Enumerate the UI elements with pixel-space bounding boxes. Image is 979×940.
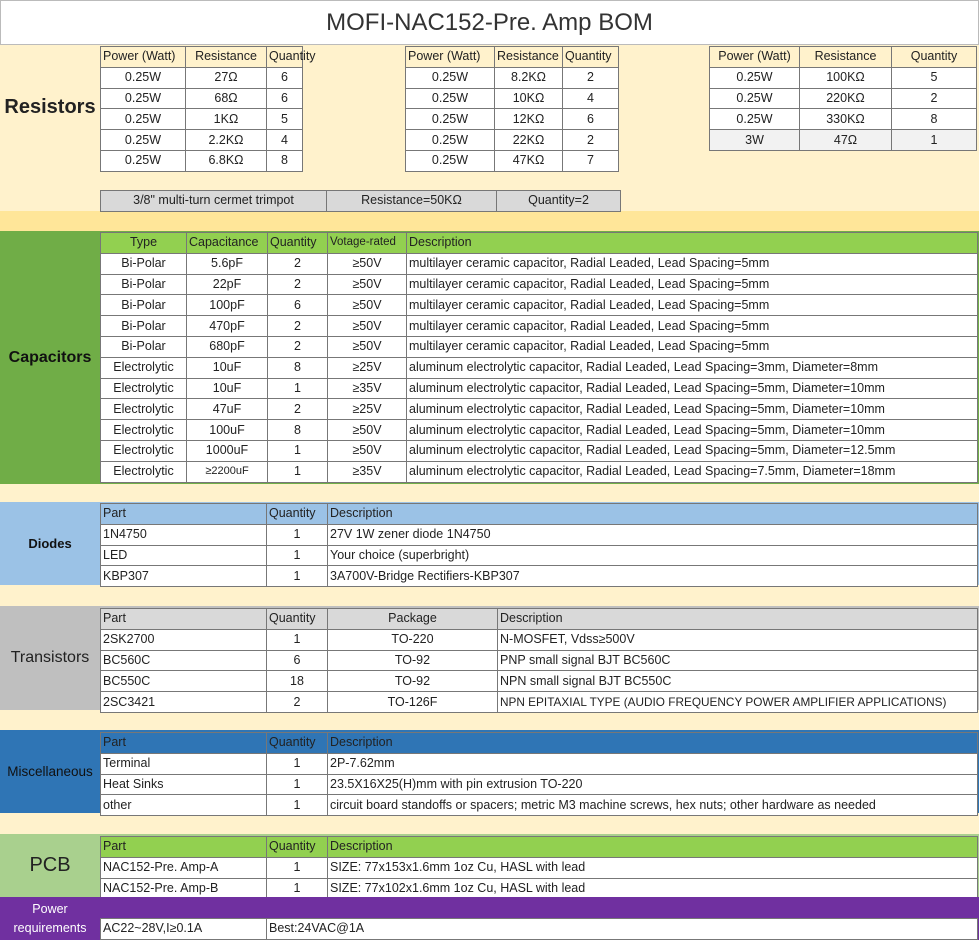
- table-row: 0.25W 8.2KΩ 2: [406, 67, 619, 88]
- table-row: 0.25W 330KΩ 8: [710, 109, 977, 130]
- table-header-row: [101, 609, 978, 630]
- misc-label: Miscellaneous: [7, 764, 93, 779]
- table-row: Electrolytic 10uF 1 ≥35V aluminum electrolytic capacitor, Radial Leaded, Lead Spacing=5mm, Diameter=10mm: [101, 378, 978, 399]
- header-description: Description: [328, 733, 978, 754]
- header-quantity: Quantity: [892, 47, 977, 68]
- table-row: 0.25W 22KΩ 2: [406, 130, 619, 151]
- table-row: Terminal 1 2P-7.62mm: [101, 753, 978, 774]
- table-row: Electrolytic ≥2200uF 1 ≥35V aluminum electrolytic capacitor, Radial Leaded, Lead Spacing=7.5mm, Diameter=18mm: [101, 461, 978, 482]
- page-title: MOFI-NAC152-Pre. Amp BOM: [0, 0, 979, 45]
- header-part: Part: [101, 504, 267, 525]
- header-description: Description: [328, 837, 978, 858]
- table-row: LED 1 Your choice (superbright): [101, 545, 978, 566]
- table-row: Bi-Polar 5.6pF 2 ≥50V multilayer ceramic capacitor, Radial Leaded, Lead Spacing=5mm: [101, 253, 978, 274]
- table-row: 0.25W 100KΩ 5: [710, 67, 977, 88]
- resistor-table-3: [709, 46, 977, 151]
- diodes-label: Diodes: [28, 536, 72, 551]
- table-header-row: [406, 47, 619, 68]
- capacitors-table: [100, 232, 978, 483]
- table-row: Electrolytic 1000uF 1 ≥50V aluminum electrolytic capacitor, Radial Leaded, Lead Spacing=5mm, Diameter=12.5mm: [101, 440, 978, 461]
- table-header-row: [710, 47, 977, 68]
- table-row: 0.25W 10KΩ 4: [406, 88, 619, 109]
- header-resistance: Resistance: [186, 47, 267, 68]
- pcb-label: PCB: [29, 854, 71, 876]
- power-range: AC22~28V,I≥0.1A: [101, 919, 267, 940]
- resistors-label: Resistors: [4, 95, 96, 118]
- table-row: 0.25W 2.2KΩ 4: [101, 130, 303, 151]
- table-row: [101, 919, 978, 940]
- header-quantity: Quantity: [267, 47, 303, 68]
- table-header-row: [101, 233, 978, 254]
- trimpot-resistance: Resistance=50KΩ: [327, 191, 497, 212]
- table-row: 0.25W 27Ω 6: [101, 67, 303, 88]
- header-quantity: Quantity: [267, 837, 328, 858]
- table-row: [101, 191, 621, 212]
- trimpot-row: [100, 190, 621, 212]
- header-resistance: Resistance: [495, 47, 563, 68]
- diodes-table: [100, 503, 978, 587]
- header-resistance: Resistance: [800, 47, 892, 68]
- table-row: 2SC3421 2 TO-126F NPN EPITAXIAL TYPE (AUDIO FREQUENCY POWER AMPLIFIER APPLICATIONS): [101, 692, 978, 713]
- table-row: 2SK2700 1 TO-220 N-MOSFET, Vdss≥500V: [101, 629, 978, 650]
- section-divider: [0, 585, 979, 606]
- power-label: Power requirements: [13, 901, 87, 935]
- section-divider: [0, 710, 979, 730]
- table-row: 0.25W 12KΩ 6: [406, 109, 619, 130]
- power-best: Best:24VAC@1A: [267, 919, 978, 940]
- table-row: 0.25W 1KΩ 5: [101, 109, 303, 130]
- transistors-label: Transistors: [10, 649, 90, 666]
- header-description: Description: [328, 504, 978, 525]
- header-power: Power (Watt): [406, 47, 495, 68]
- resistor-table-2: [405, 46, 619, 172]
- table-header-row: [101, 504, 978, 525]
- table-row: NAC152-Pre. Amp-B 1 SIZE: 77x102x1.6mm 1oz Cu, HASL with lead: [101, 878, 978, 899]
- header-quantity: Quantity: [563, 47, 619, 68]
- table-row: other 1 circuit board standoffs or spacers; metric M3 machine screws, hex nuts; other hardware as needed: [101, 795, 978, 816]
- section-divider: [0, 484, 979, 502]
- section-divider: [0, 211, 979, 231]
- header-description: Description: [498, 609, 978, 630]
- table-row: 1N4750 1 27V 1W zener diode 1N4750: [101, 524, 978, 545]
- table-row: NAC152-Pre. Amp-A 1 SIZE: 77x153x1.6mm 1oz Cu, HASL with lead: [101, 857, 978, 878]
- table-header-row: [101, 47, 303, 68]
- header-description: Description: [407, 233, 978, 254]
- header-part: Part: [101, 837, 267, 858]
- resistor-table-1: [100, 46, 316, 172]
- misc-table: [100, 732, 978, 816]
- table-row: Bi-Polar 470pF 2 ≥50V multilayer ceramic capacitor, Radial Leaded, Lead Spacing=5mm: [101, 316, 978, 337]
- table-row: 0.25W 47KΩ 7: [406, 150, 619, 171]
- header-capacitance: Capacitance: [187, 233, 268, 254]
- table-row: Bi-Polar 100pF 6 ≥50V multilayer ceramic capacitor, Radial Leaded, Lead Spacing=5mm: [101, 295, 978, 316]
- header-quantity: Quantity: [267, 609, 328, 630]
- pcb-table: [100, 836, 978, 899]
- trimpot-name: 3/8" multi-turn cermet trimpot: [101, 191, 327, 212]
- table-header-row: [101, 837, 978, 858]
- table-row: KBP307 1 3A700V-Bridge Rectifiers-KBP307: [101, 566, 978, 587]
- header-quantity: Quantity: [268, 233, 328, 254]
- table-row: 0.25W 6.8KΩ 8: [101, 150, 303, 171]
- header-package: Package: [328, 609, 498, 630]
- header-part: Part: [101, 733, 267, 754]
- header-part: Part: [101, 609, 267, 630]
- trimpot-quantity: Quantity=2: [497, 191, 621, 212]
- header-power: Power (Watt): [710, 47, 800, 68]
- table-row: Electrolytic 100uF 8 ≥50V aluminum electrolytic capacitor, Radial Leaded, Lead Spacing=5mm, Diameter=10mm: [101, 420, 978, 441]
- table-row: 0.25W 68Ω 6: [101, 88, 303, 109]
- table-header-row: [101, 733, 978, 754]
- header-power: Power (Watt): [101, 47, 186, 68]
- power-table: [100, 918, 978, 940]
- header-voltage-rated: Votage-rated: [328, 233, 407, 254]
- header-type: Type: [101, 233, 187, 254]
- table-row: 0.25W 220KΩ 2: [710, 88, 977, 109]
- transistors-table: [100, 608, 978, 713]
- table-row: Bi-Polar 680pF 2 ≥50V multilayer ceramic capacitor, Radial Leaded, Lead Spacing=5mm: [101, 336, 978, 357]
- table-row: 3W 47Ω 1: [710, 130, 977, 151]
- header-quantity: Quantity: [267, 733, 328, 754]
- header-quantity: Quantity: [267, 504, 328, 525]
- table-row: Bi-Polar 22pF 2 ≥50V multilayer ceramic capacitor, Radial Leaded, Lead Spacing=5mm: [101, 274, 978, 295]
- capacitors-label: Capacitors: [8, 348, 92, 366]
- table-row: Heat Sinks 1 23.5X16X25(H)mm with pin extrusion TO-220: [101, 774, 978, 795]
- table-row: Electrolytic 10uF 8 ≥25V aluminum electrolytic capacitor, Radial Leaded, Lead Spacing=3mm, Diameter=8mm: [101, 357, 978, 378]
- table-row: Electrolytic 47uF 2 ≥25V aluminum electrolytic capacitor, Radial Leaded, Lead Spacing=5mm, Diameter=10mm: [101, 399, 978, 420]
- table-row: BC550C 18 TO-92 NPN small signal BJT BC550C: [101, 671, 978, 692]
- table-row: BC560C 6 TO-92 PNP small signal BJT BC560C: [101, 650, 978, 671]
